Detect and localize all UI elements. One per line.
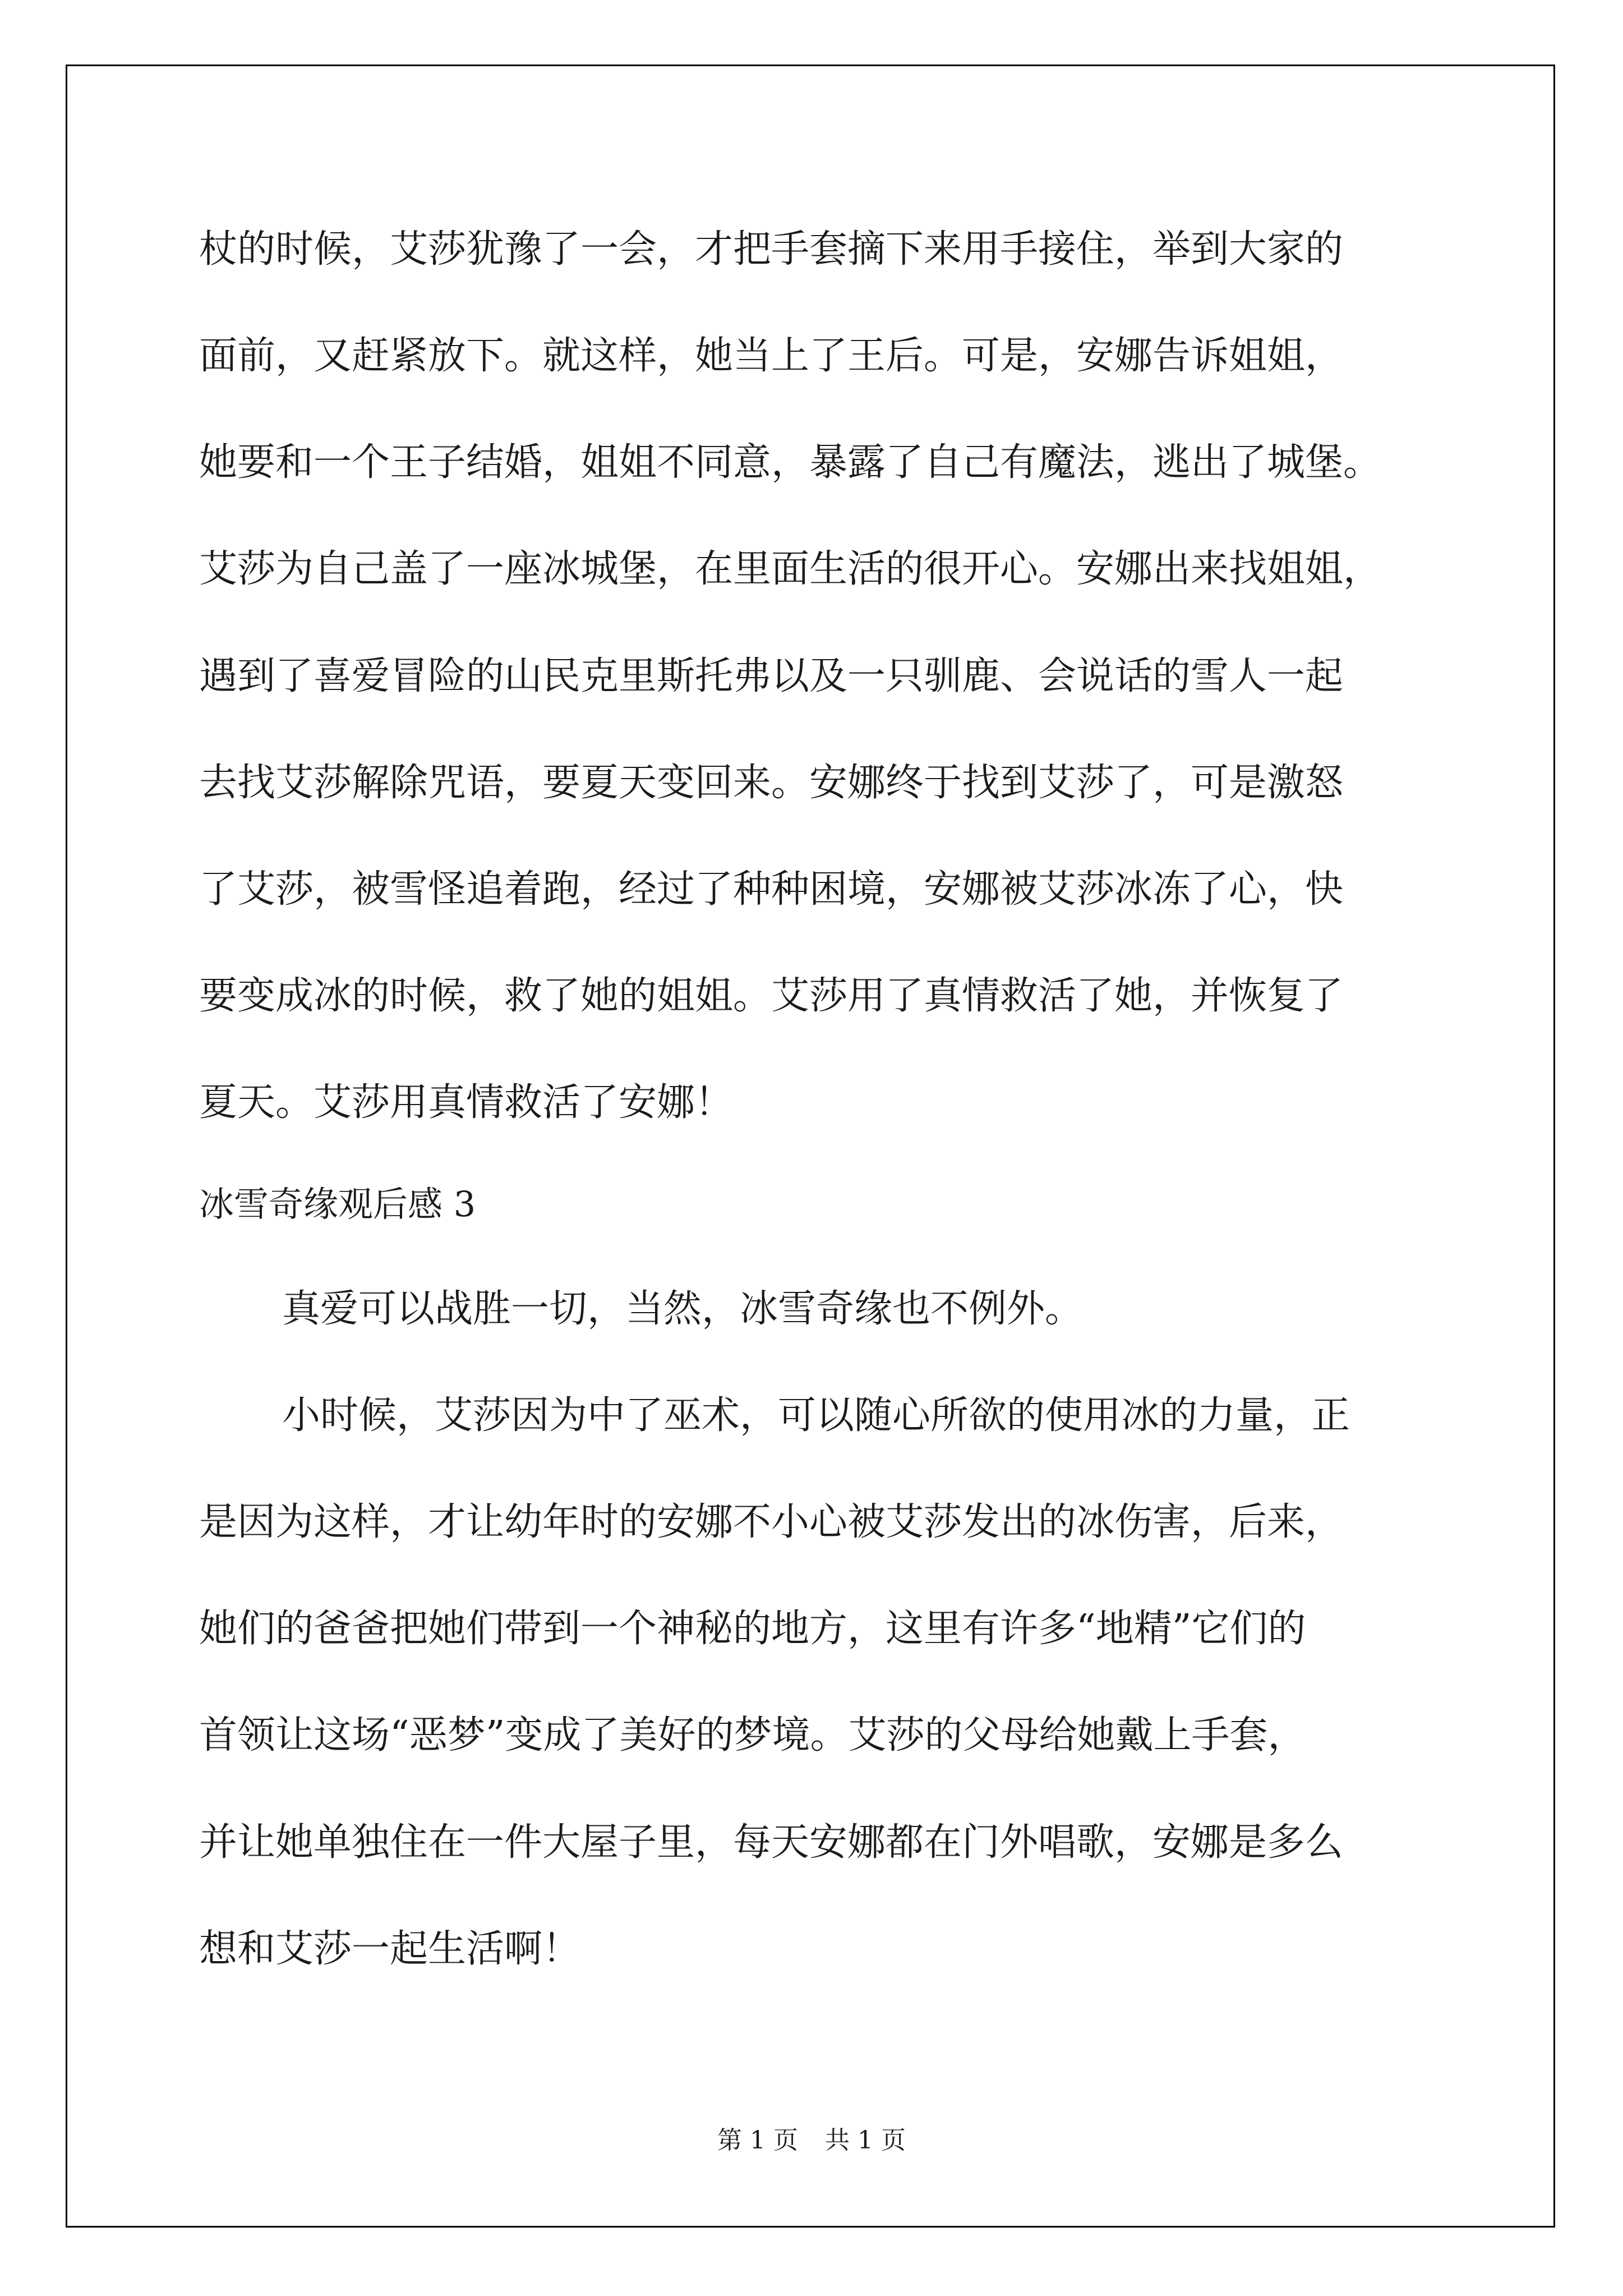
paragraph-line: 杖的时候，艾莎犹豫了一会，才把手套摘下来用手接住，举到大家的 bbox=[199, 227, 1344, 272]
paragraph-line: 并让她单独住在一件大屋子里，每天安娜都在门外唱歌，安娜是多么 bbox=[199, 1820, 1344, 1865]
paragraph-line: 要变成冰的时候，救了她的姐姐。艾莎用了真情救活了她，并恢复了 bbox=[199, 974, 1344, 1018]
paragraph-line: 小时候，艾莎因为中了巫术，可以随心所欲的使用冰的力量，正 bbox=[282, 1393, 1350, 1438]
paragraph-line: 真爱可以战胜一切，当然，冰雪奇缘也不例外。 bbox=[282, 1287, 1083, 1331]
section-heading: 冰雪奇缘观后感 3 bbox=[199, 1184, 476, 1225]
page-total: 共 1 页 bbox=[825, 2126, 906, 2155]
paragraph-line: 去找艾莎解除咒语，要夏天变回来。安娜终于找到艾莎了，可是激怒 bbox=[199, 761, 1344, 805]
paragraph-line: 她要和一个王子结婚，姐姐不同意，暴露了自己有魔法，逃出了城堡。 bbox=[199, 440, 1382, 485]
paragraph-line: 是因为这样，才让幼年时的安娜不小心被艾莎发出的冰伤害，后来， bbox=[199, 1500, 1344, 1544]
paragraph-line: 遇到了喜爱冒险的山民克里斯托弗以及一只驯鹿、会说话的雪人一起 bbox=[199, 654, 1344, 698]
page-number: 第 1 页 bbox=[717, 2126, 798, 2155]
page-footer bbox=[0, 2125, 1623, 2156]
paragraph-line: 她们的爸爸把她们带到一个神秘的地方，这里有许多“地精”它们的 bbox=[199, 1607, 1306, 1651]
paragraph-line: 想和艾莎一起生活啊！ bbox=[199, 1927, 581, 1971]
paragraph-line: 面前，又赶紧放下。就这样，她当上了王后。可是，安娜告诉姐姐， bbox=[199, 334, 1344, 378]
paragraph-line: 了艾莎，被雪怪追着跑，经过了种种困境，安娜被艾莎冰冻了心，快 bbox=[199, 867, 1344, 912]
paragraph-line: 首领让这场“恶梦”变成了美好的梦境。艾莎的父母给她戴上手套， bbox=[199, 1713, 1306, 1757]
paragraph-line: 艾莎为自己盖了一座冰城堡，在里面生活的很开心。安娜出来找姐姐， bbox=[199, 547, 1382, 591]
paragraph-line: 夏天。艾莎用真情救活了安娜！ bbox=[199, 1080, 734, 1125]
page-frame bbox=[66, 65, 1555, 2228]
